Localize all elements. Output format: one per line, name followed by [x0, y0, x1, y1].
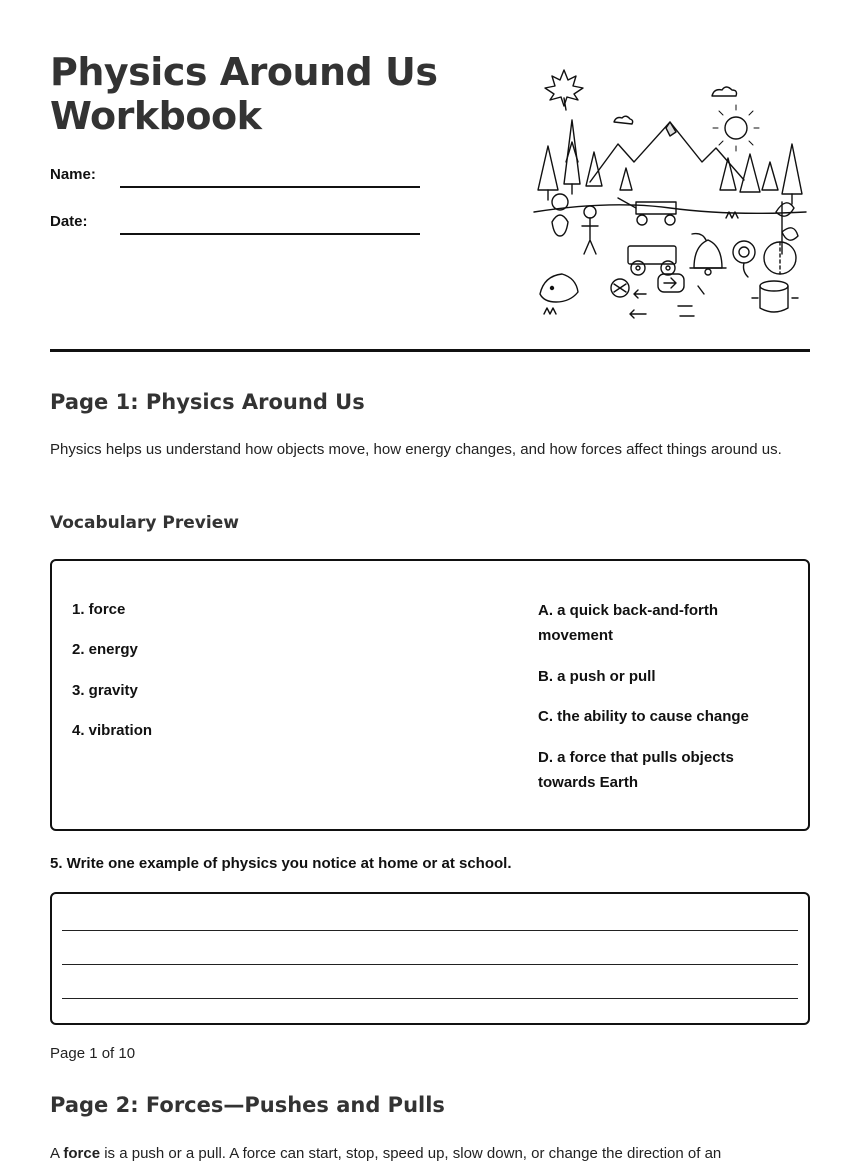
header-divider	[50, 349, 810, 352]
page2-intro-prefix: A	[50, 1145, 64, 1162]
date-label: Date:	[50, 213, 88, 230]
vocab-heading: Vocabulary Preview	[50, 513, 239, 533]
answer-line[interactable]	[62, 930, 798, 931]
page1-intro: Physics helps us understand how objects move, how energy changes, and how forces affect things around us.	[50, 441, 782, 458]
question-5: 5. Write one example of physics you notice at home or at school.	[50, 855, 512, 872]
vocab-term: 2. energy	[72, 641, 138, 658]
title-line-2: Workbook	[50, 94, 262, 138]
page-number: Page 1 of 10	[50, 1045, 136, 1062]
page2-intro	[50, 1141, 810, 1167]
vocab-definition: B. a push or pull	[538, 668, 656, 685]
vocab-definition: D. a force that pulls objects towards Earth	[538, 749, 734, 791]
name-field[interactable]	[120, 186, 420, 188]
page2-intro-rest: is a push or a pull. A force can start, stop, speed up, slow down, or change the direction of an	[100, 1145, 722, 1162]
vocab-term: 1. force	[72, 601, 126, 618]
name-label: Name:	[50, 166, 96, 183]
date-field[interactable]	[120, 233, 420, 235]
workbook-header	[50, 0, 810, 352]
nature-physics-scene-illustration	[530, 62, 810, 324]
workbook-title	[50, 50, 437, 138]
page1-heading: Page 1: Physics Around Us	[50, 390, 365, 414]
page2-intro-term: force	[63, 1145, 101, 1162]
vocab-definition: A. a quick back-and-forth movement	[538, 602, 719, 644]
answer-box[interactable]	[50, 892, 810, 1025]
answer-line[interactable]	[62, 998, 798, 999]
page2-heading: Page 2: Forces—Pushes and Pulls	[50, 1093, 445, 1117]
vocab-matching-box	[50, 559, 810, 831]
workbook-page	[50, 0, 810, 1162]
answer-line[interactable]	[62, 964, 798, 965]
vocab-term: 4. vibration	[72, 722, 153, 739]
vocab-term: 3. gravity	[72, 682, 138, 699]
vocab-definition: C. the ability to cause change	[538, 708, 749, 725]
title-line-1: Physics Around Us	[50, 50, 438, 94]
